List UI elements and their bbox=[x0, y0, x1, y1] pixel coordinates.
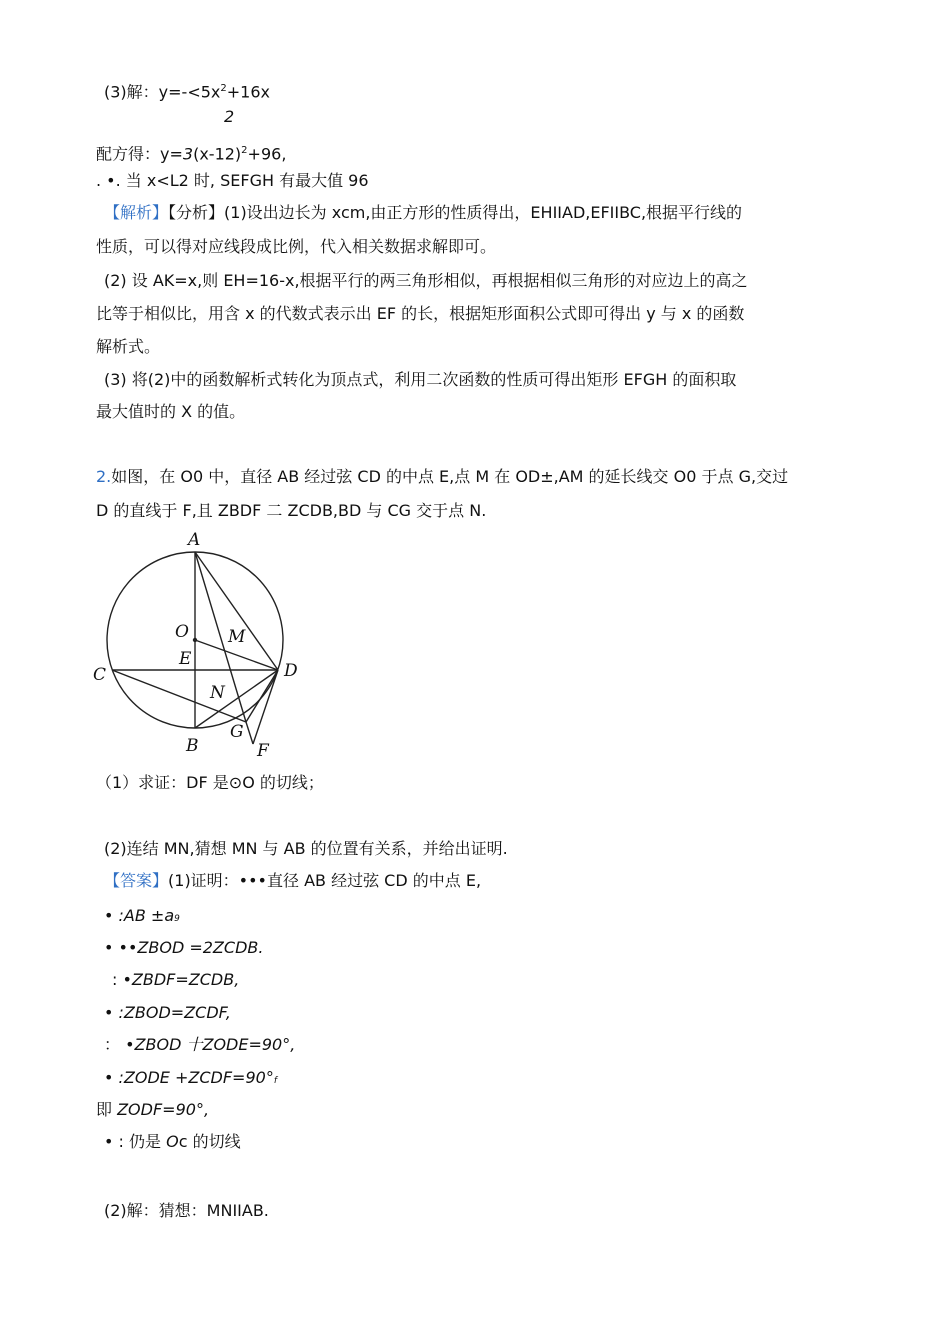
analysis-line-6: (3) 将(2)中的函数解析式转化为顶点式，利用二次函数的性质可得出矩形 EFGH 的面积取 bbox=[104, 370, 737, 389]
answer-tag: 【答案】 bbox=[104, 871, 169, 890]
label-o: O bbox=[175, 622, 189, 642]
segment-bd bbox=[195, 670, 278, 728]
solution-line-2: 2 bbox=[224, 107, 235, 126]
analysis-line-7: 最大值时的 X 的值。 bbox=[96, 402, 246, 421]
proof-step-1: • :AB ±a9 bbox=[104, 906, 180, 925]
proof-step-6: • :ZODE +ZCDF=90°f bbox=[104, 1068, 277, 1087]
proof-step-5: ： •ZBOD 十ZODE=90°, bbox=[104, 1035, 296, 1054]
segment-dg bbox=[246, 670, 278, 722]
label-a: A bbox=[188, 530, 201, 550]
label-d: D bbox=[284, 661, 298, 681]
proof-conclusion-2: • : 仍是 Oc 的切线 bbox=[104, 1132, 241, 1151]
geometry-figure bbox=[90, 525, 310, 765]
solution-line-4: . •. 当 x<L2 时, SEFGH 有最大值 96 bbox=[96, 171, 369, 190]
problem-number: 2. bbox=[96, 467, 112, 486]
proof-step-4: • :ZBOD=ZCDF, bbox=[104, 1003, 231, 1022]
tangent-df bbox=[253, 670, 278, 744]
label-e: E bbox=[179, 649, 192, 669]
analysis-line-5: 解析式。 bbox=[96, 337, 161, 356]
label-b: B bbox=[186, 736, 199, 756]
center-point bbox=[193, 638, 197, 642]
label-n: N bbox=[210, 683, 225, 703]
proof-step-3: : •ZBDF=ZCDB, bbox=[112, 970, 240, 989]
analysis-tag: 【解析】 bbox=[104, 203, 169, 222]
label-g: G bbox=[230, 722, 244, 742]
analysis-line-4: 比等于相似比，用含 x 的代数式表示出 EF 的长，根据矩形面积公式即可得出 y 与 x 的函数 bbox=[96, 304, 745, 323]
label-c: C bbox=[93, 665, 107, 685]
label-f: F bbox=[257, 741, 269, 761]
question-1: （1）求证：DF 是⊙O 的切线； bbox=[96, 773, 324, 792]
analysis-line-1: 【解析】【分析】(1)设出边长为 xcm,由正方形的性质得出，EHIIAD,EFIIBC,根据平行线的 bbox=[104, 203, 743, 222]
analysis-line-3: (2) 设 AK=x,则 EH=16-x,根据平行的两三角形相似，再根据相似三角形的对应边上的高之 bbox=[104, 271, 748, 290]
problem-2-line-1: 2.如图，在 O0 中，直径 AB 经过弦 CD 的中点 E,点 M 在 OD±,AM 的延长线交 O0 于点 G,交过 bbox=[96, 467, 789, 486]
question-2: (2)连结 MN,猜想 MN 与 AB 的位置有关系，并给出证明. bbox=[104, 839, 508, 858]
segment-mf bbox=[246, 722, 253, 744]
solution-line-3: 配方得：$y=3(x-12)^2+96$, bbox=[96, 144, 287, 164]
part-2-answer: (2)解：猜想：MNIIAB. bbox=[104, 1201, 269, 1220]
segment-am bbox=[195, 552, 278, 670]
answer-line-1: 【答案】(1)证明：•••直径 AB 经过弦 CD 的中点 E, bbox=[104, 871, 482, 890]
label-m: M bbox=[228, 627, 246, 647]
proof-step-2: • ••ZBOD =2ZCDB. bbox=[104, 938, 264, 957]
solution-line-1: (3)解：$y=-<5x^2+16x$ bbox=[104, 82, 270, 102]
analysis-line-2: 性质，可以得对应线段成比例，代入相关数据求解即可。 bbox=[96, 237, 497, 256]
segment-cg bbox=[112, 670, 246, 722]
proof-conclusion-1: 即 ZODF=90°, bbox=[96, 1100, 210, 1119]
problem-2-line-2: D 的直线于 F,且 ZBDF 二 ZCDB,BD 与 CG 交于点 N. bbox=[96, 501, 487, 520]
